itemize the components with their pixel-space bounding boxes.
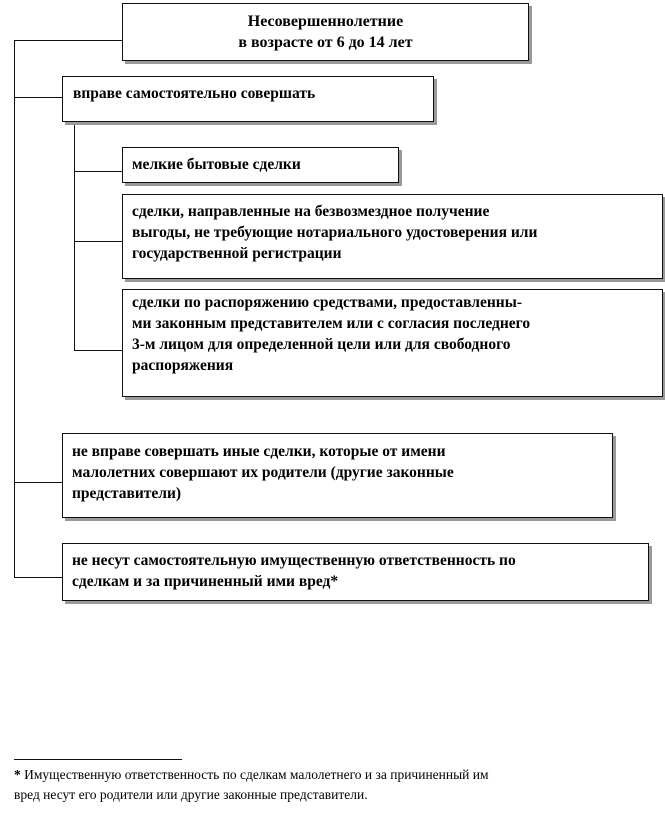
small-deals-line-1: мелкие бытовые сделки	[132, 156, 301, 173]
small-deals-box	[122, 147, 399, 183]
rights-box	[62, 76, 434, 122]
footnote	[14, 765, 654, 805]
footnote-marker: *	[14, 767, 21, 782]
cannot-box	[62, 433, 613, 518]
cannot-line-3: представители)	[72, 485, 182, 502]
free-benefit-line-3: государственной регистрации	[132, 245, 342, 262]
funds-disposal-line-4: распоряжения	[132, 357, 234, 374]
funds-disposal-box	[122, 289, 663, 397]
footnote-line-2: вред несут его родители или другие законные представители.	[14, 787, 368, 802]
liability-line-2: сделкам и за причиненный ими вред*	[72, 573, 339, 590]
liability-box	[62, 543, 649, 601]
title-line-2: в возрасте от 6 до 14 лет	[238, 34, 413, 51]
connector-title	[14, 40, 122, 41]
funds-disposal-line-1: сделки по распоряжению средствами, предоставленны-	[132, 294, 523, 311]
liability-line-1: не несут самостоятельную имущественную ответственность по	[72, 552, 516, 569]
connector-free-benefit	[74, 241, 122, 242]
main-spine-line	[14, 40, 15, 578]
cannot-line-1: не вправе совершать иные сделки, которые от имени	[72, 443, 446, 460]
footnote-line-1	[14, 765, 654, 785]
connector-rights	[14, 97, 62, 98]
free-benefit-box	[122, 194, 663, 279]
rights-label: вправе самостоятельно совершать	[73, 85, 316, 102]
connector-small-deals	[74, 171, 122, 172]
connector-funds-disposal	[74, 350, 122, 351]
connector-cannot	[14, 482, 62, 483]
free-benefit-line-2: выгоды, не требующие нотариального удостоверения или	[132, 224, 538, 241]
footnote-text-1: Имущественную ответственность по сделкам малолетнего и за причиненный им	[24, 767, 489, 782]
title-line-1: Несовершеннолетние	[247, 13, 404, 30]
sub-spine-line	[74, 122, 75, 351]
connector-liability	[14, 577, 62, 578]
free-benefit-line-1: сделки, направленные на безвозмездное получение	[132, 203, 490, 220]
title-box	[122, 3, 529, 61]
funds-disposal-line-2: ми законным представителем или с согласия последнего	[132, 315, 531, 332]
cannot-line-2: малолетних совершают их родители (другие законные	[72, 464, 454, 481]
funds-disposal-line-3: 3-м лицом для определенной цели или для свободного	[132, 336, 511, 353]
footnote-separator	[14, 759, 182, 760]
